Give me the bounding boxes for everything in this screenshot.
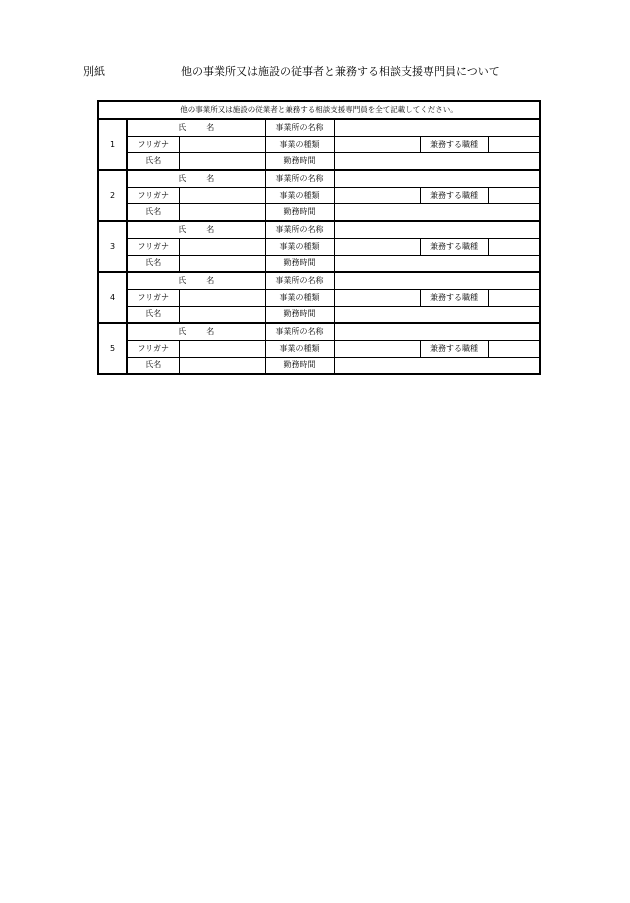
furigana-label: フリガナ <box>127 238 179 255</box>
office-name-field[interactable] <box>334 323 540 340</box>
work-hours-field[interactable] <box>334 204 540 221</box>
concurrent-role-label: 兼務する職種 <box>420 238 488 255</box>
name-header <box>127 119 265 136</box>
entry-row-name <box>98 306 540 323</box>
entry-row-furigana <box>98 289 540 306</box>
business-type-field[interactable] <box>334 340 420 357</box>
work-hours-label: 勤務時間 <box>265 204 334 221</box>
name-header <box>127 323 265 340</box>
entry-row-name-header <box>98 272 540 289</box>
entry-row-name <box>98 204 540 221</box>
office-name-field[interactable] <box>334 272 540 289</box>
name-label: 氏名 <box>127 357 179 374</box>
business-type-label: 事業の種類 <box>265 187 334 204</box>
name-label: 氏名 <box>127 204 179 221</box>
entry-row-name-header <box>98 323 540 340</box>
business-type-label: 事業の種類 <box>265 136 334 153</box>
business-type-field[interactable] <box>334 289 420 306</box>
work-hours-field[interactable] <box>334 153 540 170</box>
name-header-part2: 名 <box>206 327 215 337</box>
work-hours-field[interactable] <box>334 306 540 323</box>
entry-number: 1 <box>98 119 127 170</box>
document-title: 他の事業所又は施設の従事者と兼務する相談支援専門員について <box>181 65 500 78</box>
business-type-label: 事業の種類 <box>265 289 334 306</box>
name-header <box>127 221 265 238</box>
office-name-field[interactable] <box>334 221 540 238</box>
staff-table <box>97 100 541 375</box>
entry-row-name-header <box>98 221 540 238</box>
name-field[interactable] <box>179 153 265 170</box>
concurrent-role-label: 兼務する職種 <box>420 136 488 153</box>
concurrent-role-field[interactable] <box>488 187 540 204</box>
work-hours-field[interactable] <box>334 357 540 374</box>
entry-row-name-header <box>98 119 540 136</box>
name-label: 氏名 <box>127 153 179 170</box>
name-header-part1: 氏 <box>178 327 187 337</box>
work-hours-label: 勤務時間 <box>265 153 334 170</box>
work-hours-field[interactable] <box>334 255 540 272</box>
furigana-label: フリガナ <box>127 340 179 357</box>
business-type-label: 事業の種類 <box>265 238 334 255</box>
entry-row-furigana <box>98 136 540 153</box>
office-name-label: 事業所の名称 <box>265 272 334 289</box>
business-type-field[interactable] <box>334 238 420 255</box>
furigana-field[interactable] <box>179 289 265 306</box>
attachment-label: 別紙 <box>83 65 105 78</box>
business-type-field[interactable] <box>334 136 420 153</box>
office-name-label: 事業所の名称 <box>265 170 334 187</box>
furigana-label: フリガナ <box>127 136 179 153</box>
name-field[interactable] <box>179 357 265 374</box>
furigana-field[interactable] <box>179 136 265 153</box>
office-name-field[interactable] <box>334 119 540 136</box>
furigana-field[interactable] <box>179 238 265 255</box>
concurrent-role-label: 兼務する職種 <box>420 289 488 306</box>
furigana-label: フリガナ <box>127 187 179 204</box>
furigana-field[interactable] <box>179 340 265 357</box>
entry-row-name <box>98 255 540 272</box>
name-header-part2: 名 <box>206 122 215 132</box>
name-field[interactable] <box>179 255 265 272</box>
name-header-part2: 名 <box>206 173 215 183</box>
work-hours-label: 勤務時間 <box>265 255 334 272</box>
entry-number: 4 <box>98 272 127 323</box>
business-type-field[interactable] <box>334 187 420 204</box>
name-field[interactable] <box>179 306 265 323</box>
office-name-label: 事業所の名称 <box>265 221 334 238</box>
table-instruction: 他の事業所又は施設の従業者と兼務する相談支援専門員を全て記載してください。 <box>98 101 540 119</box>
entry-number: 3 <box>98 221 127 272</box>
name-header-part1: 氏 <box>178 173 187 183</box>
entry-row-furigana <box>98 238 540 255</box>
office-name-label: 事業所の名称 <box>265 323 334 340</box>
work-hours-label: 勤務時間 <box>265 357 334 374</box>
concurrent-role-field[interactable] <box>488 289 540 306</box>
concurrent-role-label: 兼務する職種 <box>420 340 488 357</box>
name-field[interactable] <box>179 204 265 221</box>
entry-row-name <box>98 357 540 374</box>
name-header-part2: 名 <box>206 224 215 234</box>
entry-number: 5 <box>98 323 127 374</box>
entry-number: 2 <box>98 170 127 221</box>
office-name-label: 事業所の名称 <box>265 119 334 136</box>
concurrent-role-label: 兼務する職種 <box>420 187 488 204</box>
name-header-part2: 名 <box>206 276 215 286</box>
entry-row-furigana <box>98 340 540 357</box>
name-header <box>127 170 265 187</box>
concurrent-role-field[interactable] <box>488 340 540 357</box>
entry-row-name <box>98 153 540 170</box>
name-label: 氏名 <box>127 255 179 272</box>
office-name-field[interactable] <box>334 170 540 187</box>
name-header-part1: 氏 <box>178 224 187 234</box>
name-header-part1: 氏 <box>178 276 187 286</box>
furigana-field[interactable] <box>179 187 265 204</box>
name-header-part1: 氏 <box>178 122 187 132</box>
furigana-label: フリガナ <box>127 289 179 306</box>
business-type-label: 事業の種類 <box>265 340 334 357</box>
work-hours-label: 勤務時間 <box>265 306 334 323</box>
entry-row-name-header <box>98 170 540 187</box>
name-label: 氏名 <box>127 306 179 323</box>
concurrent-role-field[interactable] <box>488 136 540 153</box>
entry-row-furigana <box>98 187 540 204</box>
concurrent-role-field[interactable] <box>488 238 540 255</box>
name-header <box>127 272 265 289</box>
